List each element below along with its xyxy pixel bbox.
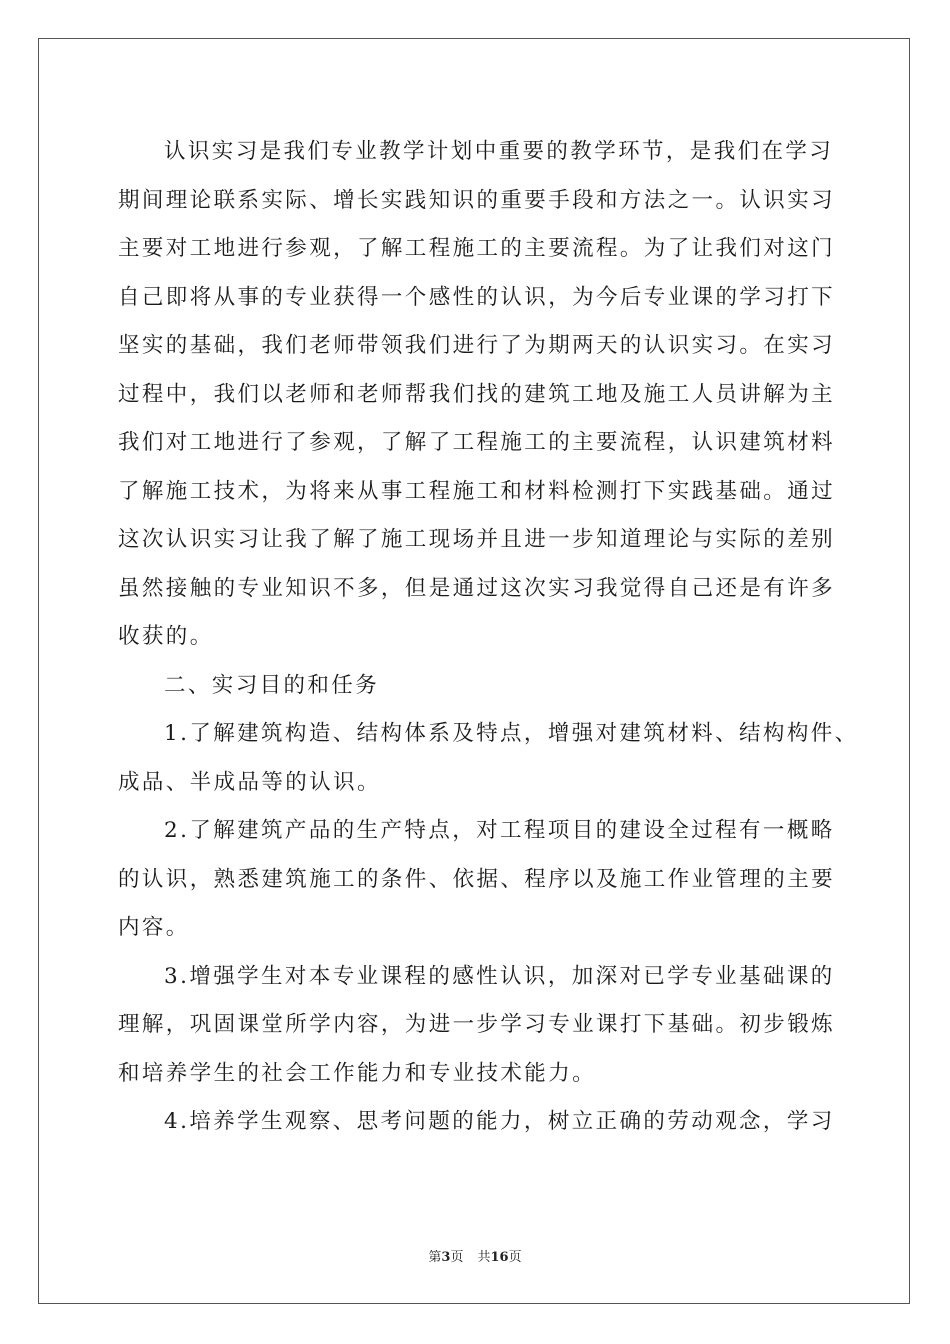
text-line: 成品、半成品等的认识。 [118, 769, 381, 795]
total-suffix: 页 [508, 1250, 522, 1265]
text-line: 期间理论联系实际、增长实践知识的重要手段和方法之一。认识实习 [118, 187, 836, 213]
text-line: 了解施工技术，为将来从事工程施工和材料检测打下实践基础。通过 [118, 478, 836, 504]
text-line: 坚实的基础，我们老师带领我们进行了为期两天的认识实习。在实习 [118, 333, 836, 358]
text-line: 认识实习是我们专业教学计划中重要的教学环节，是我们在学习 [164, 139, 834, 164]
text-line: 和培养学生的社会工作能力和专业技术能力。 [118, 1060, 597, 1086]
section-heading: 二、实习目的和任务 [164, 672, 380, 698]
text-line: 理解，巩固课堂所学内容，为进一步学习专业课打下基础。初步锻炼 [118, 1012, 836, 1037]
text-line: 收获的。 [118, 624, 214, 649]
total-pages: 16 [490, 1250, 509, 1265]
text-line: 自己即将从事的专业获得一个感性的认识，为今后专业课的学习打下 [118, 284, 836, 310]
document-body [118, 128, 859, 1147]
text-line: 这次认识实习让我了解了施工现场并且进一步知道理论与实际的差别 [118, 527, 836, 552]
text-line: 4.培养学生观察、思考问题的能力，树立正确的劳动观念，学习 [164, 1109, 835, 1134]
page-prefix: 第 [428, 1250, 442, 1265]
text-line: 2.了解建筑产品的生产特点，对工程项目的建设全过程有一概略 [164, 818, 835, 843]
text-line: 3.增强学生对本专业课程的感性认识，加深对已学专业基础课的 [164, 963, 835, 989]
page-footer [0, 1246, 950, 1265]
text-line: 的认识，熟悉建筑施工的条件、依据、程序以及施工作业管理的主要 [118, 866, 836, 892]
text-line: 内容。 [118, 915, 190, 940]
text-line: 虽然接触的专业知识不多，但是通过这次实习我觉得自己还是有许多 [118, 575, 836, 601]
total-prefix: 共 [477, 1250, 491, 1265]
page-suffix: 页 [450, 1250, 464, 1265]
text-line: 主要对工地进行参观，了解工程施工的主要流程。为了让我们对这门 [118, 236, 836, 261]
text-line: 1.了解建筑构造、结构体系及特点，增强对建筑材料、结构构件、 [164, 721, 859, 746]
page-number: 3 [441, 1250, 451, 1265]
text-line: 我们对工地进行了参观，了解了工程施工的主要流程，认识建筑材料 [118, 430, 836, 455]
text-line: 过程中，我们以老师和老师帮我们找的建筑工地及施工人员讲解为主 [118, 381, 836, 407]
